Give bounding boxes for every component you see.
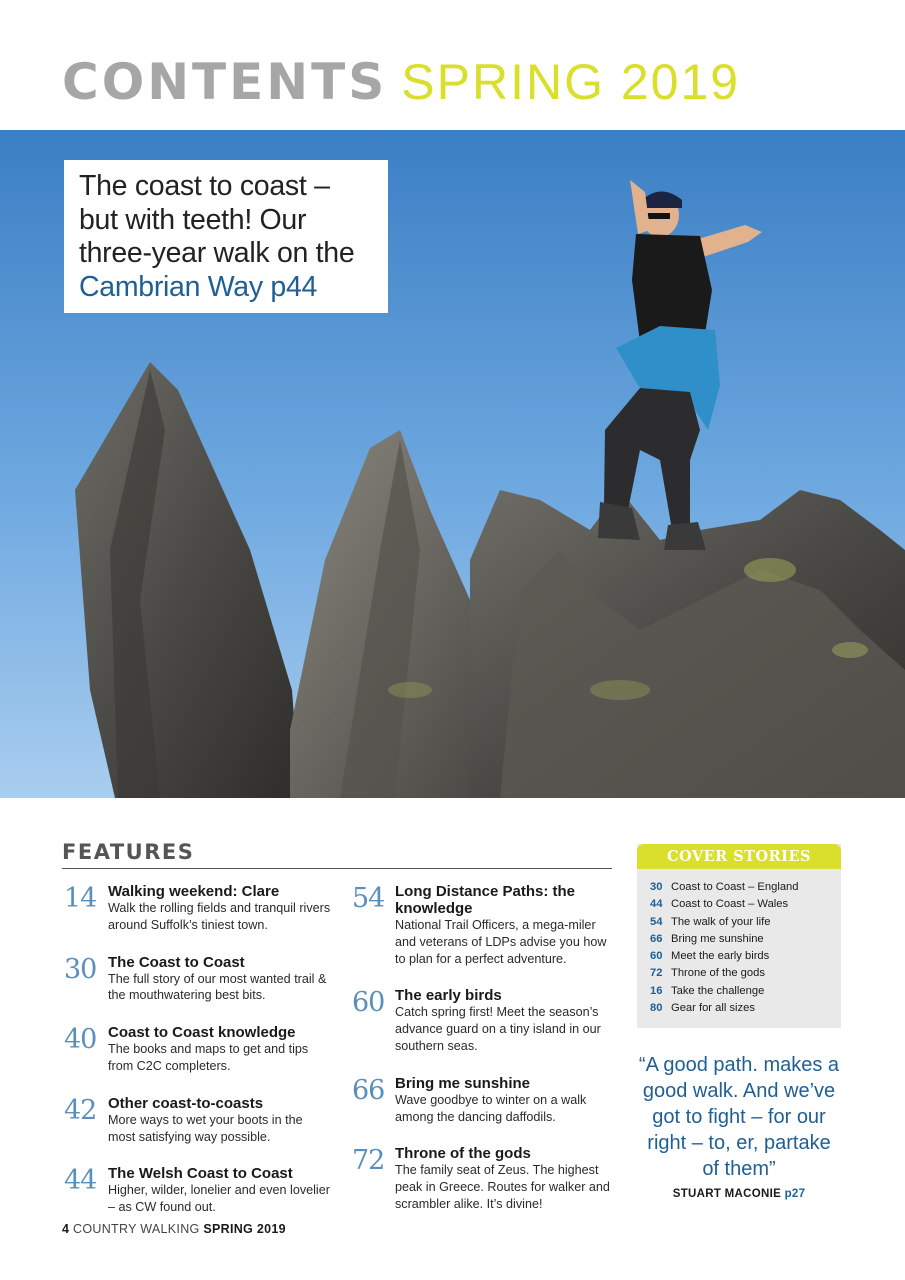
cover-stories-list <box>637 869 841 1017</box>
contents-heading: CONTENTS <box>62 53 388 111</box>
cover-stories-heading: COVER STORIES <box>637 844 841 869</box>
feature-item[interactable] <box>350 987 616 1054</box>
cover-story-page: 60 <box>650 950 663 963</box>
footer-magazine: COUNTRY WALKING <box>73 1222 200 1236</box>
features-divider <box>62 868 612 869</box>
feature-title: Coast to Coast knowledge <box>108 1024 296 1042</box>
feature-title: The Coast to Coast <box>108 953 245 971</box>
callout-line: The coast to coast – <box>79 170 330 202</box>
feature-title: The early birds <box>395 987 502 1005</box>
feature-description: The family seat of Zeus. The highest peak in Greece. Routes for walker and scrambler alike. It’s divine! <box>395 1163 610 1211</box>
feature-item[interactable] <box>62 1165 332 1216</box>
feature-description: The books and maps to get and tips from C2C completers. <box>108 1042 309 1073</box>
feature-description: More ways to wet your boots in the most satisfying way possible. <box>108 1112 303 1144</box>
feature-item[interactable] <box>350 1145 616 1212</box>
feature-item[interactable] <box>62 1024 332 1075</box>
cover-story-item[interactable] <box>650 931 841 948</box>
callout-highlight[interactable]: Cambrian Way p44 <box>79 270 318 303</box>
cover-story-label: Coast to Coast – Wales <box>671 898 789 911</box>
feature-item[interactable] <box>62 1095 332 1146</box>
cover-story-label: Take the challenge <box>671 984 765 997</box>
feature-description: The full story of our most wanted trail & the mouthwatering best bits. <box>108 971 327 1003</box>
feature-title: Long Distance Paths: the knowledge <box>395 883 576 917</box>
cover-story-item[interactable] <box>650 914 841 931</box>
feature-item[interactable] <box>62 883 332 934</box>
cover-story-page: 30 <box>650 881 663 893</box>
feature-description: Wave goodbye to winter on a walk among the dancing daffodils. <box>395 1092 587 1124</box>
cover-story-item[interactable] <box>650 879 841 896</box>
cover-story-label: Coast to Coast – England <box>671 881 799 893</box>
quote-attribution <box>637 1188 841 1200</box>
cover-story-page: 54 <box>650 915 663 928</box>
feature-page-number: 60 <box>352 987 385 1019</box>
callout-line: but with teeth! Our <box>79 203 307 236</box>
feature-page-number: 40 <box>64 1024 97 1056</box>
page-footer <box>62 1222 286 1236</box>
features-heading: FEATURES <box>62 840 195 864</box>
cover-story-item[interactable] <box>650 948 841 965</box>
feature-title: The Welsh Coast to Coast <box>108 1165 293 1183</box>
feature-page-number: 30 <box>64 953 97 985</box>
feature-item[interactable] <box>62 954 332 1005</box>
feature-page-number: 42 <box>64 1094 97 1126</box>
cover-story-item[interactable] <box>650 965 841 982</box>
footer-page-number: 4 <box>62 1222 70 1236</box>
cover-story-page: 66 <box>650 932 663 945</box>
feature-page-number: 72 <box>352 1145 385 1177</box>
cover-story-label: The walk of your life <box>671 915 771 928</box>
cover-feature-callout <box>64 160 388 313</box>
page-title <box>62 52 740 112</box>
footer-issue: SPRING 2019 <box>203 1222 286 1236</box>
feature-page-number: 54 <box>352 883 385 914</box>
feature-title: Walking weekend: Clare <box>108 883 280 900</box>
feature-title: Other coast-to-coasts <box>108 1094 264 1112</box>
cover-story-page: 72 <box>650 967 663 980</box>
issue-heading: SPRING 2019 <box>401 54 741 110</box>
feature-page-number: 14 <box>64 883 97 914</box>
feature-description: Walk the rolling fields and tranquil rivers around Suffolk’s tiniest town. <box>108 901 331 932</box>
cover-story-label: Meet the early birds <box>671 950 770 963</box>
features-column-right <box>350 883 616 1233</box>
features-column-left <box>62 883 332 1236</box>
cover-story-label: Bring me sunshine <box>671 932 764 945</box>
cover-story-label: Throne of the gods <box>671 967 765 980</box>
cover-story-page: 44 <box>650 898 663 911</box>
feature-item[interactable] <box>350 883 616 967</box>
feature-title: Bring me sunshine <box>395 1074 531 1092</box>
quote-author: STUART MACONIE <box>672 1188 782 1200</box>
callout-line: three-year walk on the <box>79 237 355 269</box>
feature-title: Throne of the gods <box>395 1145 531 1163</box>
quote-page[interactable]: p27 <box>784 1188 806 1200</box>
cover-story-page: 16 <box>650 984 663 997</box>
feature-description: Higher, wilder, lonelier and even lovelier – as CW found out. <box>108 1183 330 1215</box>
pull-quote: “A good path. makes a good walk. And we’ve got to fight – for our right – to, er, partake of them” <box>638 1054 840 1180</box>
feature-page-number: 44 <box>64 1165 97 1197</box>
feature-item[interactable] <box>350 1075 616 1126</box>
feature-description: National Trail Officers, a mega-miler and veterans of LDPs advise you how to plan for a perfect adventure. <box>395 918 607 966</box>
feature-page-number: 66 <box>352 1074 385 1106</box>
cover-stories-box <box>637 844 841 1028</box>
cover-story-page: 80 <box>650 1002 663 1015</box>
cover-story-label: Gear for all sizes <box>671 1002 755 1015</box>
cover-story-item[interactable] <box>650 896 841 913</box>
cover-story-item[interactable] <box>650 1000 841 1017</box>
feature-description: Catch spring first! Meet the season’s advance guard on a tiny island in our southern seas. <box>395 1005 601 1053</box>
cover-story-item[interactable] <box>650 983 841 1000</box>
